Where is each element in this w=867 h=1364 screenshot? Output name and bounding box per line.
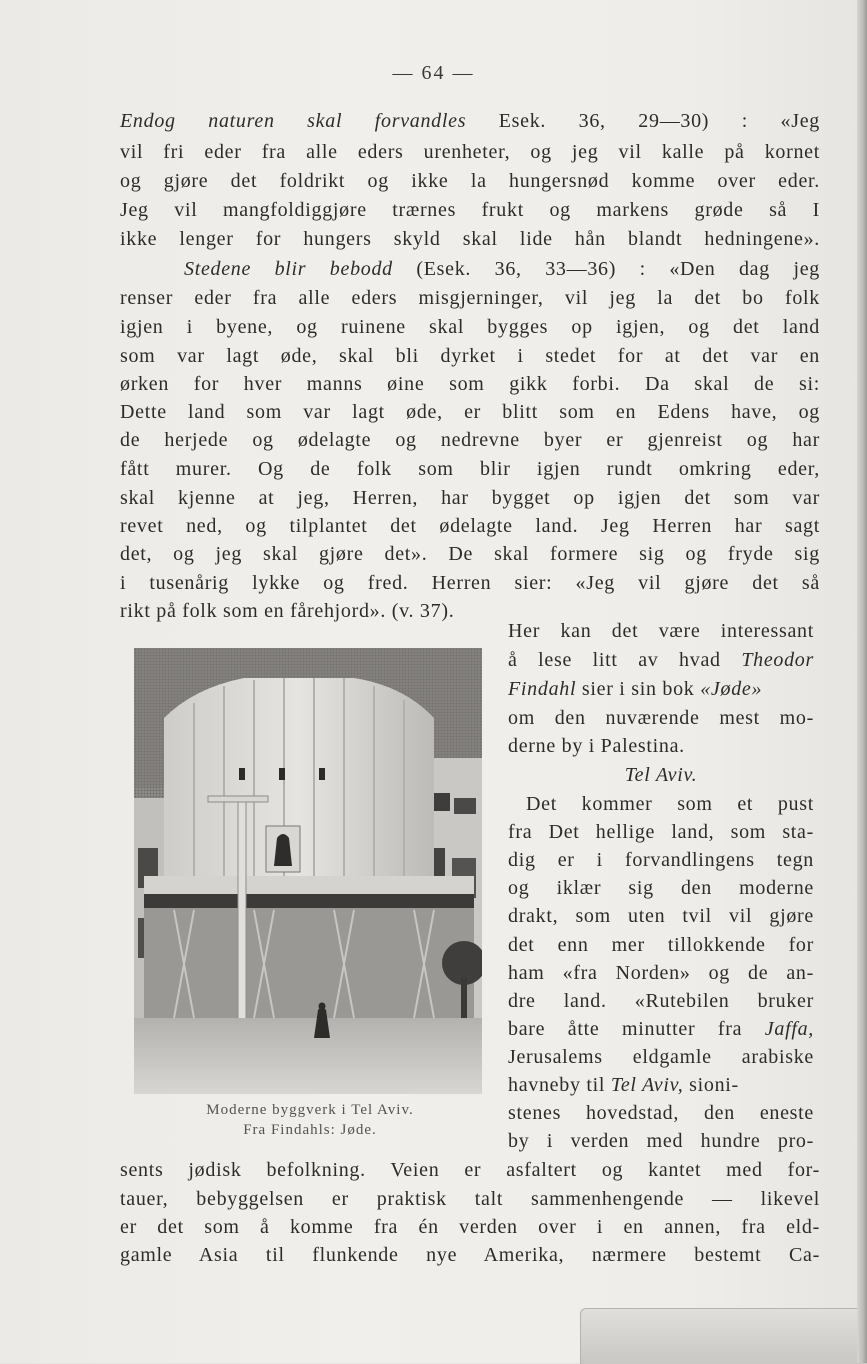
paragraph-line: Jeg vil mangfoldiggjøre trærnes frukt og markens grøde så I <box>120 199 820 221</box>
place-tel-aviv: Tel Aviv, <box>610 1074 684 1096</box>
building-photo-illustration <box>134 648 482 1094</box>
column-line: ham «fra Norden» og de an- <box>508 962 814 984</box>
column-line: by i verden med hundre pro- <box>508 1130 814 1152</box>
column-line: dre land. «Rutebilen bruker <box>508 990 814 1012</box>
column-line <box>508 647 814 673</box>
paragraph-line: som var lagt øde, skal bli dyrket i stedet for at det var en <box>120 345 820 367</box>
paragraph-line: det, og jeg skal gjøre det». De skal formere sig og fryde sig <box>120 543 820 565</box>
column-text: bare åtte minutter fra <box>508 1018 743 1040</box>
author-name: Theodor <box>741 649 814 671</box>
figure-caption-line-2: Fra Findahls: Jøde. <box>243 1122 377 1138</box>
paragraph-line: de herjede og ødelagte og nedrevne byer er gjenreist og har <box>120 429 820 451</box>
column-line: Jerusalems eldgamle arabiske <box>508 1046 814 1068</box>
column-line: og iklær sig den moderne <box>508 877 814 899</box>
column-line: Det kommer som et pust <box>526 793 814 815</box>
column-line: fra Det hellige land, som sta- <box>508 821 814 843</box>
book-title: «Jøde» <box>700 678 763 700</box>
place-jaffa: Jaffa, <box>764 1018 814 1040</box>
figure-caption-line-1: Moderne byggverk i Tel Aviv. <box>206 1102 414 1118</box>
photo-modern-building-tel-aviv <box>134 648 482 1094</box>
column-text: å lese litt av hvad <box>508 649 721 671</box>
column-line: stenes hovedstad, den eneste <box>508 1102 814 1124</box>
paragraph-2-heading: Stedene blir bebodd <box>184 258 393 280</box>
column-text: sioni- <box>683 1074 739 1096</box>
paragraph-2-text: (Esek. 36, 33—36) : «Den dag jeg <box>392 258 820 280</box>
paragraph-line: i tusenårig lykke og fred. Herren sier: «Jeg vil gjøre det så <box>120 572 820 594</box>
page-fold <box>580 1308 867 1364</box>
paragraph-line: igjen i byene, og ruinene skal bygges op igjen, og det land <box>120 316 820 338</box>
section-heading-tel-aviv: Tel Aviv. <box>624 764 698 786</box>
column-line: om den nuværende mest mo- <box>508 707 814 729</box>
paragraph-line: renser eder fra alle eders misgjerninger, vil jeg la det bo folk <box>120 287 820 309</box>
paragraph-line: skal kjenne at jeg, Herren, har bygget op igjen det som var <box>120 487 820 509</box>
book-spine-edge <box>857 0 867 1363</box>
column-text: sier i sin bok <box>576 678 701 700</box>
column-line: Her kan det være interessant <box>508 620 814 642</box>
paragraph-line: ørken for hver manns øine som gikk forbi. Da skal de si: <box>120 373 820 395</box>
paragraph-line: Dette land som var lagt øde, er blitt som en Edens have, og <box>120 401 820 423</box>
column-line <box>508 1072 814 1098</box>
paragraph-line: rikt på folk som en fårehjord». (v. 37). <box>120 600 455 622</box>
column-line: derne by i Palestina. <box>508 735 685 757</box>
paragraph-line: er det som å komme fra én verden over i en annen, fra eld- <box>120 1216 820 1238</box>
column-line: det enn mer tillokkende for <box>508 934 814 956</box>
page-number: — 64 — <box>392 62 475 84</box>
paragraph-line: ikke lenger for hungers skyld skal lide hån blandt hedningene». <box>120 228 820 250</box>
column-line <box>508 1016 814 1042</box>
paragraph-line: vil fri eder fra alle eders urenheter, og jeg vil kalle på kornet <box>120 141 820 163</box>
paragraph-line: revet ned, og tilplantet det ødelagte land. Jeg Herren har sagt <box>120 515 820 537</box>
column-line: drakt, som uten tvil vil gjøre <box>508 905 814 927</box>
paragraph-2-line-1 <box>184 256 820 282</box>
author-surname: Findahl <box>508 678 577 700</box>
paragraph-line: gamle Asia til flunkende nye Amerika, nærmere bestemt Ca- <box>120 1244 820 1266</box>
paragraph-1-text: Esek. 36, 29—30) : «Jeg <box>466 110 820 132</box>
paragraph-1-line-1 <box>120 108 820 134</box>
paragraph-line: sents jødisk befolkning. Veien er asfaltert og kantet med for- <box>120 1159 820 1181</box>
paragraph-line: tauer, bebyggelsen er praktisk talt sammenhengende — likevel <box>120 1188 820 1210</box>
column-line: dig er i forvandlingens tegn <box>508 849 814 871</box>
paragraph-1-heading: Endog naturen skal forvandles <box>120 110 467 132</box>
column-line <box>508 676 814 702</box>
column-text: havneby til <box>508 1074 611 1096</box>
paragraph-line: og gjøre det foldrikt og ikke la hungersnød komme over eder. <box>120 170 820 192</box>
paragraph-line: fått murer. Og de folk som blir igjen rundt omkring eder, <box>120 458 820 480</box>
